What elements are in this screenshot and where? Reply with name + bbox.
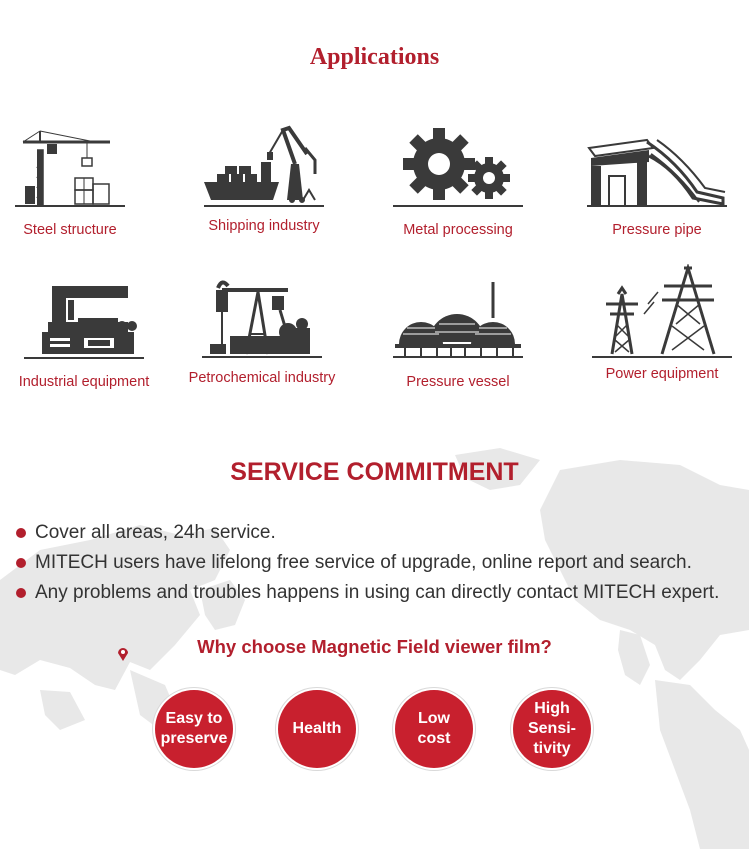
feature-circle-health	[278, 690, 356, 768]
bullet-dot-icon	[16, 558, 26, 568]
feature-circle-high-sensitivity	[513, 690, 591, 768]
list-item	[16, 578, 719, 608]
list-item	[16, 548, 719, 578]
app-label: Petrochemical industry	[188, 370, 336, 386]
feature-label: High Sensi- tivity	[527, 700, 576, 757]
app-petrochemical-industry	[172, 278, 352, 386]
app-metal-processing	[368, 126, 548, 238]
app-power-equipment	[572, 264, 749, 382]
pipe-icon	[587, 132, 727, 208]
app-pressure-vessel	[368, 282, 548, 390]
service-commitment-title: SERVICE COMMITMENT	[230, 458, 519, 486]
bullet-dot-icon	[16, 588, 26, 598]
app-steel-structure	[0, 128, 160, 238]
app-pressure-pipe	[567, 132, 747, 238]
applications-title: Applications	[309, 44, 440, 70]
bullet-text: Cover all areas, 24h service.	[35, 522, 276, 543]
pylon-icon	[592, 264, 732, 360]
feature-label: Health	[292, 720, 342, 737]
feature-circle-low-cost	[395, 690, 473, 768]
feature-circle-easy-to-preserve	[155, 690, 233, 768]
app-label: Power equipment	[605, 366, 719, 382]
tanks-icon	[393, 282, 523, 360]
ship-icon	[199, 124, 329, 208]
app-label: Steel structure	[23, 222, 117, 238]
bullet-dot-icon	[16, 528, 26, 538]
why-choose-title: Why choose Magnetic Field viewer film?	[197, 636, 552, 657]
list-item	[16, 518, 719, 548]
pumpjack-icon	[202, 278, 322, 360]
service-bullet-list	[16, 518, 719, 608]
app-label: Shipping industry	[208, 218, 320, 234]
app-industrial-equipment	[0, 286, 174, 390]
machine-icon	[24, 286, 144, 360]
crane-icon	[15, 128, 125, 208]
app-label: Metal processing	[403, 222, 513, 238]
bullet-text: MITECH users have lifelong free service of upgrade, online report and search.	[35, 552, 692, 573]
feature-label: Low cost	[417, 710, 451, 747]
bullet-text: Any problems and troubles happens in using can directly contact MITECH expert.	[35, 582, 720, 603]
app-label: Industrial equipment	[18, 374, 150, 390]
app-label: Pressure pipe	[612, 222, 702, 238]
app-shipping-industry	[174, 124, 354, 234]
feature-label: Easy to preserve	[160, 710, 228, 747]
gears-icon	[393, 126, 523, 208]
app-label: Pressure vessel	[406, 374, 510, 390]
